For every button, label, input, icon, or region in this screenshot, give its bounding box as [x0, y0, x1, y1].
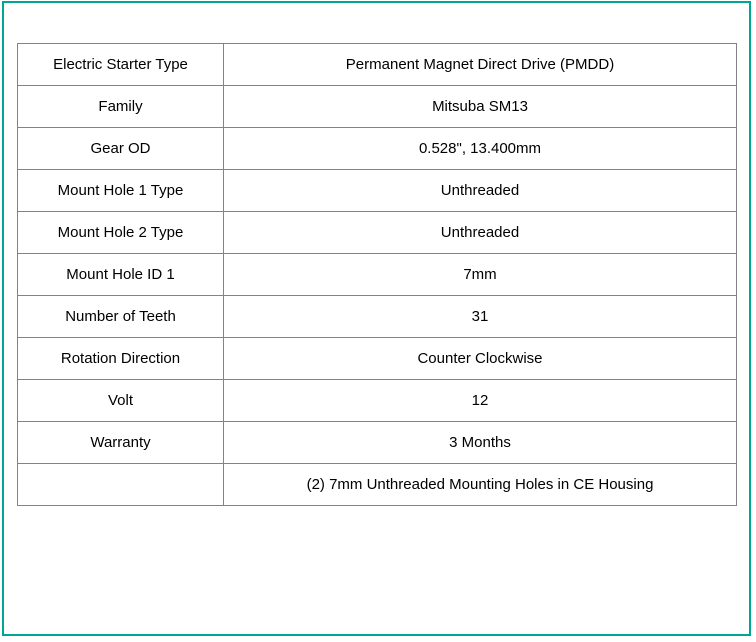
table-row — [18, 86, 737, 128]
spec-label-cell: Rotation Direction — [18, 338, 224, 380]
spec-value-cell: Unthreaded — [224, 212, 737, 254]
table-row — [18, 212, 737, 254]
table-row — [18, 254, 737, 296]
table-row — [18, 170, 737, 212]
table-row — [18, 422, 737, 464]
spec-label-cell: Family — [18, 86, 224, 128]
table-row — [18, 44, 737, 86]
table-row — [18, 296, 737, 338]
spec-label-cell: Volt — [18, 380, 224, 422]
spec-value-cell: 12 — [224, 380, 737, 422]
spec-label-cell: Warranty — [18, 422, 224, 464]
table-row — [18, 338, 737, 380]
spec-value-cell: Mitsuba SM13 — [224, 86, 737, 128]
spec-value-cell: 7mm — [224, 254, 737, 296]
spec-value-cell: (2) 7mm Unthreaded Mounting Holes in CE Housing — [224, 464, 737, 506]
spec-value-cell: Counter Clockwise — [224, 338, 737, 380]
spec-value-cell: Permanent Magnet Direct Drive (PMDD) — [224, 44, 737, 86]
spec-value-cell: 31 — [224, 296, 737, 338]
table-row — [18, 128, 737, 170]
table-row — [18, 380, 737, 422]
spec-value-cell: Unthreaded — [224, 170, 737, 212]
spec-label-cell: Mount Hole 1 Type — [18, 170, 224, 212]
spec-value-cell: 0.528", 13.400mm — [224, 128, 737, 170]
spec-label-cell: Electric Starter Type — [18, 44, 224, 86]
spec-value-cell: 3 Months — [224, 422, 737, 464]
spec-label-cell: Number of Teeth — [18, 296, 224, 338]
spec-label-cell: Mount Hole ID 1 — [18, 254, 224, 296]
spec-label-cell — [18, 464, 224, 506]
table-row — [18, 464, 737, 506]
spec-table — [17, 43, 737, 506]
spec-label-cell: Mount Hole 2 Type — [18, 212, 224, 254]
spec-label-cell: Gear OD — [18, 128, 224, 170]
